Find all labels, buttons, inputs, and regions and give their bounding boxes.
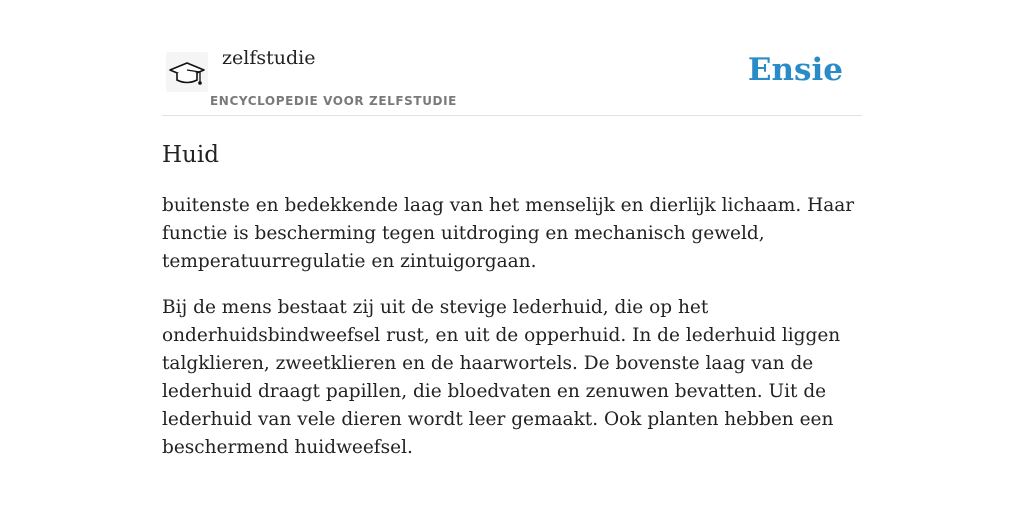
site-name[interactable]: zelfstudie bbox=[222, 47, 316, 69]
entry-title: Huid bbox=[162, 142, 219, 168]
entry-paragraph: Bij de mens bestaat zij uit de stevige lederhuid, die op het onderhuidsbindweefsel rust, en uit de opperhuid. In de lederhuid liggen talgklieren, zweetklieren en de haarwortels. De bovenste laag van de lederhuid draagt papillen, die bloedvaten en zenuwen bevatten. Uit de lederhuid van vele dieren wordt leer gemaakt. Ook planten hebben een beschermend huidweefsel. bbox=[162, 297, 841, 458]
site-tagline: ENCYCLOPEDIE VOOR ZELFSTUDIE bbox=[210, 94, 457, 108]
graduation-cap-icon[interactable] bbox=[166, 52, 208, 92]
site-header bbox=[162, 38, 862, 116]
brand-logo[interactable]: Ensie bbox=[747, 52, 843, 88]
entry-body bbox=[162, 192, 862, 480]
entry-paragraph: buitenste en bedekkende laag van het menselijk en dierlijk lichaam. Haar functie is bescherming tegen uitdroging en mechanisch geweld, temperatuurregulatie en zintuigorgaan. bbox=[162, 195, 855, 272]
